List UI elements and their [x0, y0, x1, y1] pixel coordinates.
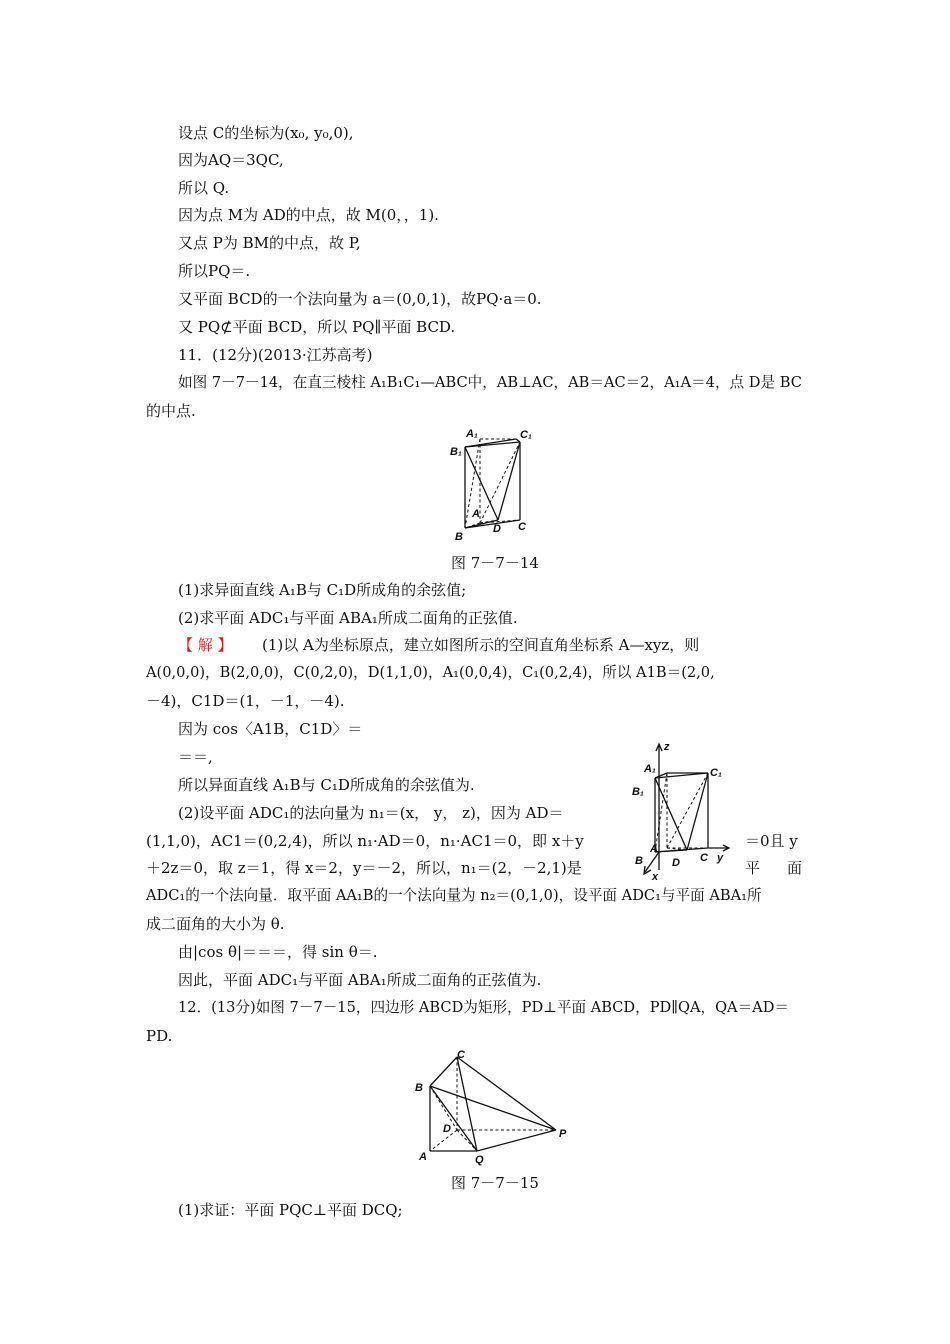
figure-caption-14: 图 7－7－14: [451, 554, 539, 572]
label-p: P: [559, 1128, 567, 1140]
text-line: ＝＝,: [178, 748, 213, 766]
label-b: B: [455, 531, 463, 543]
label-b1: B₁: [450, 446, 462, 458]
text-line: (2)设平面 ADC₁的法向量为 n₁＝(x， y， z)，因为 AD＝: [178, 804, 564, 822]
text-line: 因为AQ＝3QC,: [178, 151, 284, 169]
text-line: (1)以 A为坐标原点，建立如图所示的空间直角坐标系 A—xyz，则: [262, 636, 700, 654]
label-a: A: [650, 843, 658, 855]
label-c1: C₁: [710, 767, 722, 779]
label-b: B: [635, 855, 643, 867]
label-d: D: [672, 857, 680, 869]
solid-figure-15: [413, 1050, 578, 1165]
text-line: 因为 cos〈A1B，C1D〉＝: [178, 720, 363, 738]
label-d: D: [493, 523, 501, 535]
text-line: 所以异面直线 A₁B与 C₁D所成角的余弦值为.: [178, 776, 475, 794]
text-line: (1,1,0)，AC1＝(0,2,4)，所以 n₁·AD＝0，n₁·AC1＝0，即 x＋y: [146, 832, 584, 850]
prism-axes-figure: [632, 740, 735, 883]
text-line: ADC₁的一个法向量．取平面 AA₁B的一个法向量为 n₂＝(0,1,0)，设平面 ADC₁与平面 ABA₁所: [146, 887, 762, 904]
label-y: y: [717, 852, 724, 864]
text-line: 因为点 M为 AD的中点，故 M(0，，1).: [178, 206, 439, 224]
label-x: x: [652, 871, 659, 883]
text-line: 所以PQ＝.: [178, 262, 251, 280]
label-q: Q: [475, 1154, 484, 1166]
label-c1: C₁: [520, 429, 532, 441]
text-line: 平 面: [745, 859, 809, 877]
text-line: (1)求证：平面 PQC⊥平面 DCQ;: [178, 1201, 403, 1219]
text-line: 又平面 BCD的一个法向量为 a＝(0,0,1)，故PQ·a＝0.: [178, 290, 542, 308]
text-line: ＝0且 y: [745, 832, 798, 850]
label-d: D: [443, 1123, 451, 1135]
text-line: 设点 C的坐标为(x₀, y₀,0),: [178, 124, 354, 142]
figure-caption-15: 图 7－7－15: [451, 1174, 539, 1192]
text-line: 由|cos θ|＝＝＝，得 sin θ＝.: [178, 943, 378, 961]
text-line: －4)，C1D＝(1，－1，－4).: [146, 692, 345, 710]
prism-figure-14: [450, 425, 570, 550]
text-line: (2)求平面 ADC₁与平面 ABA₁所成二面角的正弦值.: [178, 609, 518, 627]
label-a1: A₁: [466, 428, 478, 440]
label-a: A: [419, 1151, 427, 1163]
text-line: 成二面角的大小为 θ.: [146, 915, 285, 933]
text-line: 的中点.: [146, 402, 196, 420]
text-line: 所以 Q.: [178, 179, 230, 197]
label-c: C: [700, 852, 708, 864]
label-z: z: [664, 741, 670, 753]
text-line: 如图 7－7－14，在直三棱柱 A₁B₁C₁—ABC中，AB⊥AC，AB＝AC＝2，A₁A＝4，点 D是 BC: [178, 374, 802, 391]
label-a1: A₁: [644, 763, 656, 775]
text-line: 因此，平面 ADC₁与平面 ABA₁所成二面角的正弦值为.: [178, 971, 542, 989]
problem-12-heading: 12．(13分)如图 7－7－15，四边形 ABCD为矩形，PD⊥平面 ABCD，PD∥QA，QA＝AD＝: [178, 999, 790, 1016]
solution-tag: 【 解 】: [178, 636, 233, 654]
text-line: PD.: [146, 1027, 173, 1045]
text-line: (1)求异面直线 A₁B与 C₁D所成角的余弦值;: [178, 581, 467, 599]
text-line: A(0,0,0)，B(2,0,0)，C(0,2,0)，D(1,1,0)，A₁(0,0,4)，C₁(0,2,4)，所以 A1B＝(2,0,: [146, 664, 715, 681]
label-b: B: [415, 1082, 423, 1094]
label-b1: B₁: [632, 786, 644, 798]
label-c: C: [518, 521, 526, 533]
label-a: A: [472, 508, 480, 520]
label-c: C: [457, 1049, 465, 1061]
text-line: 又 PQ⊄平面 BCD，所以 PQ∥平面 BCD.: [178, 318, 456, 336]
problem-11-heading: 11．(12分)(2013·江苏高考): [178, 346, 373, 364]
text-line: ＋2z＝0，取 z＝1，得 x＝2，y＝－2，所以，n₁＝(2，－2,1)是: [146, 859, 582, 877]
text-line: 又点 P为 BM的中点，故 P,: [178, 234, 361, 252]
